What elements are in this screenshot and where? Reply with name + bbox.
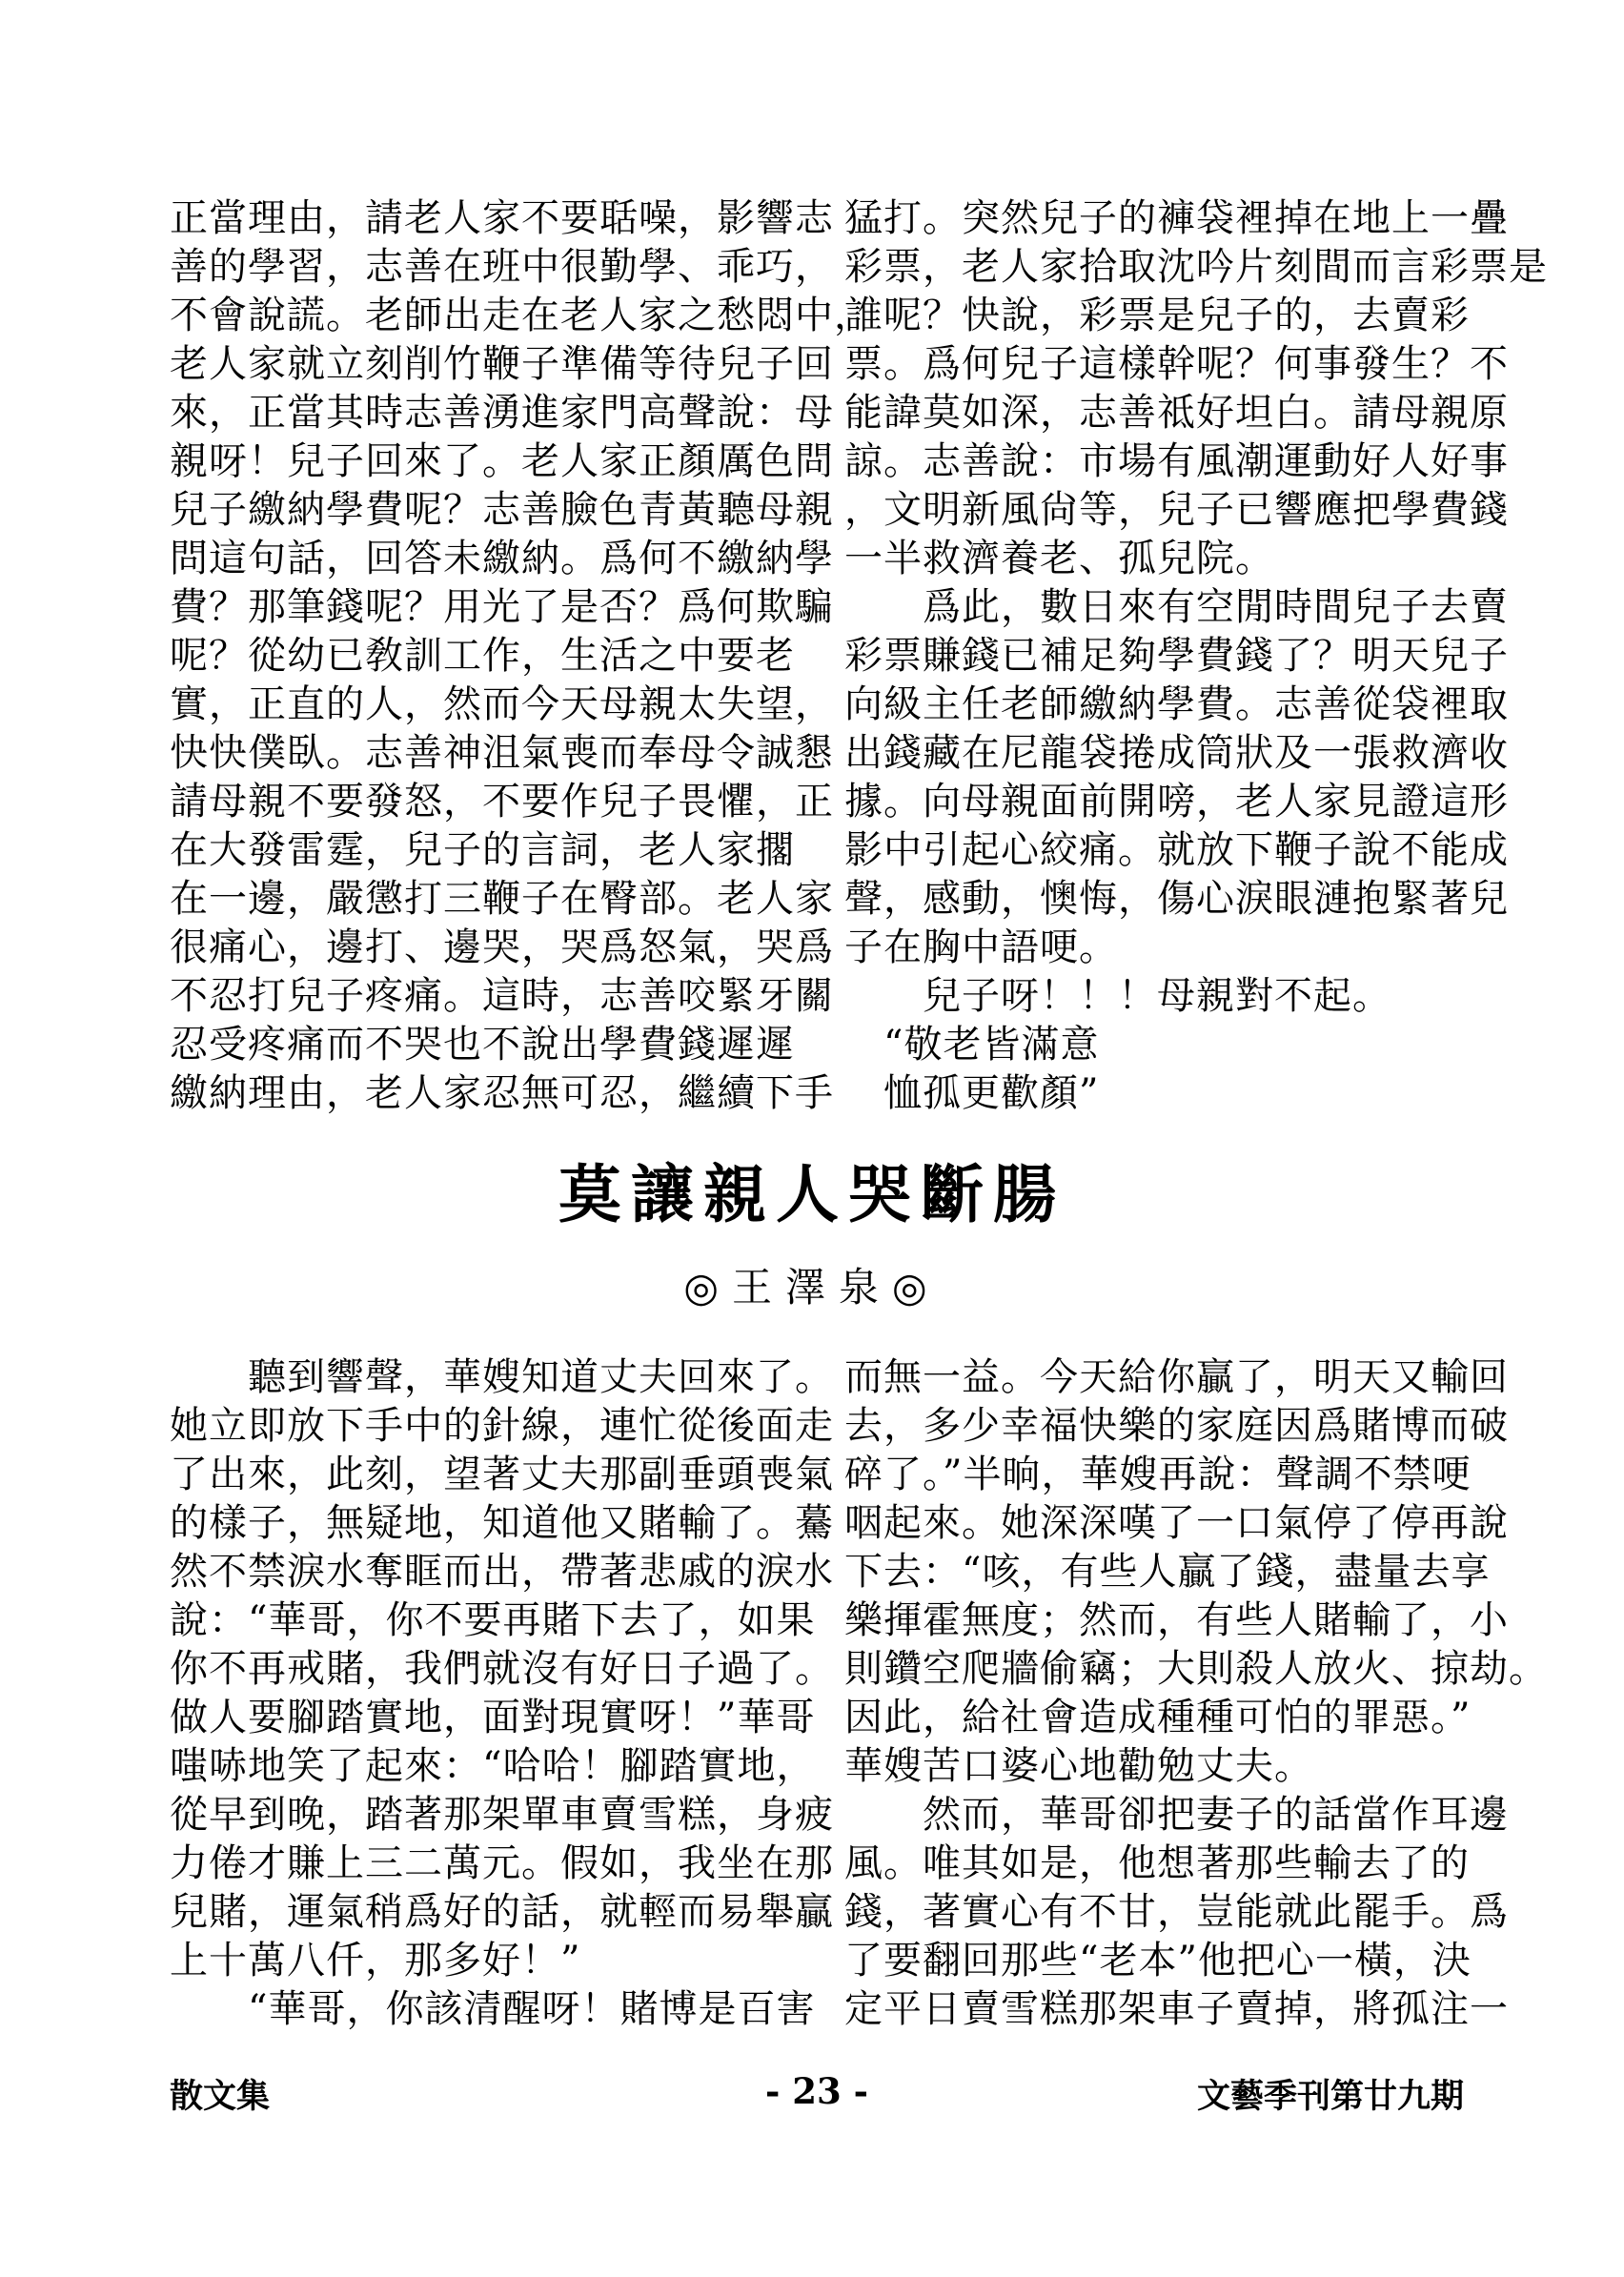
text-line: 票。爲何兒子這樣幹呢？何事發生？不 [844,342,1509,386]
text-line: 嗤哧地笑了起來：“哈哈！腳踏實地， [170,1744,816,1788]
text-line: 咽起來。她深深嘆了一口氣停了停再說 [844,1501,1509,1545]
text-line: 在一邊，嚴懲打三鞭子在臀部。老人家 [170,877,834,921]
text-line: 碎了。”半晌，華嫂再說：聲調不禁哽 [844,1453,1472,1496]
text-line: 聲，感動，懊悔，傷心淚眼漣抱緊著兒 [844,877,1509,921]
text-line: 誰呢？快說，彩票是兒子的，去賣彩 [844,294,1470,337]
text-line: 她立即放下手中的針線，連忙從後面走 [170,1404,834,1448]
footer-section-name: 散文集 [170,2078,271,2116]
text-line: 從早到晚，踏著那架單車賣雪糕，身疲 [170,1793,834,1837]
text-line: 了要翻回那些“老本”他把心一橫，決 [844,1939,1472,1982]
text-line: 去，多少幸福快樂的家庭因爲賭博而破 [844,1404,1509,1448]
footer-page-number: - 23 - [765,2070,868,2112]
text-line: “華哥，你該清醒呀！賭博是百害 [170,1987,816,2031]
text-line: 親呀！兒子回來了。老人家正顏厲色問 [170,439,834,483]
text-line: 忍受疼痛而不哭也不說出學費錢遲遲 [170,1023,795,1067]
article1-right-column [844,194,1548,1118]
text-line: 做人要腳踏實地，面對現實呀！”華哥 [170,1696,816,1739]
text-line: 說：“華哥，你不要再賭下去了，如果 [170,1598,816,1642]
text-line: 善的學習，志善在班中很勤學、乖巧， [170,245,834,289]
text-line: 費？那筆錢呢？用光了是否？爲何欺騙 [170,585,834,629]
text-line: 的樣子，無疑地，知道他又賭輸了。驀 [170,1501,834,1545]
text-line: 聽到響聲，華嫂知道丈夫回來了。 [170,1355,834,1399]
text-line: ，文明新風尙等，兒子已響應把學費錢 [844,488,1509,532]
text-line: 老人家就立刻削竹鞭子準備等待兒子回 [170,342,834,386]
text-line: 而無一益。今天給你贏了，明天又輸回 [844,1355,1509,1399]
text-line: 華嫂苦口婆心地勸勉丈夫。 [844,1744,1313,1788]
text-line: 在大發雷霆，兒子的言詞，老人家擱 [170,828,795,872]
page-footer [170,2070,1464,2114]
text-line: 樂揮霍無度；然而，有些人賭輸了，小 [844,1598,1509,1642]
text-line: 彩票賺錢已補足夠學費錢了？明天兒子 [844,634,1509,678]
text-line: 下去：“咳，有些人贏了錢，盡量去享 [844,1550,1491,1594]
text-line: 兒賭，運氣稍爲好的話，就輕而易舉贏 [170,1890,834,1934]
text-line: 不會說謊。老師出走在老人家之愁悶中， [170,294,873,337]
text-line: 向級主任老師繳納學費。志善從袋裡取 [844,682,1509,726]
text-line: 爲此，數日來有空閒時間兒子去賣 [844,585,1509,629]
text-line: 恤孤更歡顏” [844,1071,1100,1115]
footer-journal-name: 文藝季刊第廿九期 [1196,2078,1464,2116]
text-line: 定平日賣雪糕那架車子賣掉，將孤注一 [844,1987,1509,2031]
text-line: 力倦才賺上三二萬元。假如，我坐在那 [170,1841,834,1885]
text-line: 很痛心，邊打、邊哭，哭爲怒氣，哭爲 [170,925,834,969]
text-line: 然不禁淚水奪眶而出，帶著悲戚的淚水 [170,1550,834,1594]
text-line: 諒。志善說：市場有風潮運動好人好事 [844,439,1509,483]
article2-right-column [844,1353,1548,2034]
text-line: 因此，給社會造成種種可怕的罪惡。” [844,1696,1472,1739]
text-line: 影中引起心絞痛。就放下鞭子說不能成 [844,828,1509,872]
text-line: 子在胸中語哽。 [844,925,1118,969]
article2-left-column [170,1353,834,2034]
text-line: 了出來，此刻，望著丈夫那副垂頭喪氣 [170,1453,834,1496]
text-line: 猛打。突然兒子的褲袋裡掉在地上一疊 [844,196,1509,240]
text-line: 繳納理由，老人家忍無可忍，繼續下手 [170,1071,834,1115]
text-line: 能諱莫如深，志善祗好坦白。請母親原 [844,391,1509,435]
text-line: 呢？從幼已敎訓工作，生活之中要老 [170,634,795,678]
text-line: 錢，著實心有不甘，豈能就此罷手。爲 [844,1890,1509,1934]
text-line: 問這句話，回答未繳納。爲何不繳納學 [170,537,834,580]
text-line: 兒子繳納學費呢？志善臉色青黃聽母親 [170,488,834,532]
text-line: 彩票，老人家拾取沈吟片刻間而言彩票是 [844,245,1548,289]
text-line: 請母親不要發怒，不要作兒子畏懼，正 [170,780,834,823]
text-line: 實，正直的人，然而今天母親太失望， [170,682,834,726]
text-line: “敬老皆滿意 [844,1023,1100,1067]
text-line: 來，正當其時志善湧進家門高聲說：母 [170,391,834,435]
text-line: 據。向母親面前開嗙，老人家見證這形 [844,780,1509,823]
article1-left-column [170,194,873,1118]
text-line: 出錢藏在尼龍袋捲成筒狀及一張救濟收 [844,731,1509,775]
text-line: 正當理由，請老人家不要聒噪，影響志 [170,196,834,240]
text-line: 則鑽空爬牆偷竊；大則殺人放火、掠劫。 [844,1647,1548,1691]
text-line: 兒子呀！！！母親對不起。 [844,974,1391,1018]
text-line: 不忍打兒子疼痛。這時，志善咬緊牙關 [170,974,834,1018]
text-line: 一半救濟養老、孤兒院。 [844,537,1274,580]
article1-body [170,194,1548,1118]
text-line: 風。唯其如是，他想著那些輸去了的 [844,1841,1470,1885]
text-line: 上十萬八仟，那多好！” [170,1939,581,1982]
article2-title: 莫讓親人哭斷腸 [558,1158,1066,1231]
text-line: 你不再戒賭，我們就沒有好日子過了。 [170,1647,834,1691]
article2-body [170,1353,1548,2034]
article2-author: ◎王澤泉◎ [683,1264,941,1311]
text-line: 快快僕臥。志善神沮氣喪而奉母令誠懇 [170,731,834,775]
text-line: 然而，華哥卻把妻子的話當作耳邊 [844,1793,1509,1837]
